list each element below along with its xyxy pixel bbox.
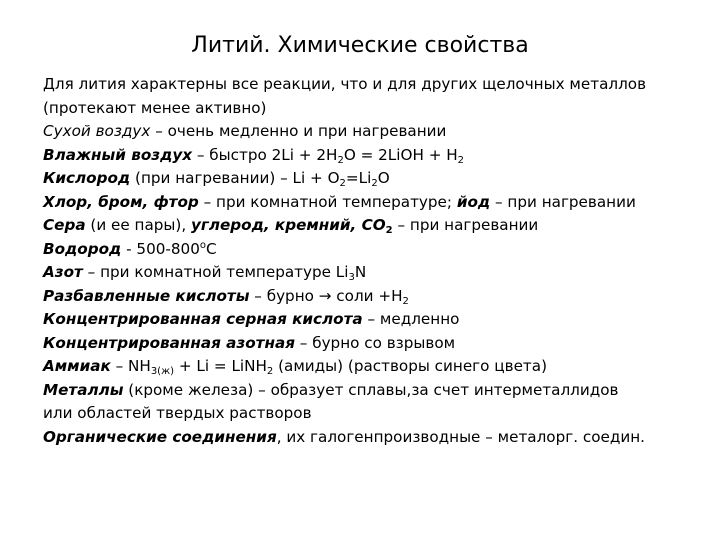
- text-oxygen: (при нагревании) – Li + O: [130, 169, 340, 187]
- text-ammonia-2: + Li = LiNH: [174, 357, 267, 375]
- text-hydrogen-2: C: [206, 239, 217, 258]
- row-conc-sulfuric: [43, 308, 693, 332]
- text-halogens: – при комнатной температуре;: [198, 192, 457, 211]
- row-conc-nitric: [43, 332, 693, 356]
- row-halogens: [43, 191, 693, 215]
- term-ammonia: Аммиак: [43, 357, 111, 375]
- intro-line-2: (протекают менее активно): [43, 98, 267, 117]
- slide-content: [43, 73, 693, 449]
- text-ammonia-3: (амиды) (растворы синего цвета): [273, 357, 547, 375]
- text-dry-air: – очень медленно и при нагревании: [150, 122, 447, 140]
- sub-dilute-acids: 2: [402, 295, 409, 307]
- term-moist-air: Влажный воздух: [43, 145, 193, 164]
- row-sulfur: [43, 214, 693, 238]
- text-moist-air: – быстро 2Li + 2H: [192, 145, 338, 164]
- term-organic: Органические соединения: [43, 427, 277, 446]
- term-conc-sulfuric: Концентрированная серная кислота: [43, 310, 363, 328]
- text-sulfur: (и ее пары),: [85, 216, 191, 234]
- sub-moist-2: 2: [457, 154, 465, 166]
- text-oxygen-3: O: [377, 169, 390, 187]
- row-dry-air: [43, 120, 693, 144]
- sub-nitrogen: 3: [348, 272, 355, 283]
- sub-oxygen-1: 2: [339, 178, 346, 189]
- row-moist-air: [43, 144, 693, 168]
- term-dry-air: Сухой воздух: [43, 122, 151, 140]
- text-metals: (кроме железа) – образует сплавы,за счет интерметаллидов: [123, 380, 619, 399]
- sub-oxygen-2: 2: [371, 178, 378, 189]
- row-dilute-acids: [43, 285, 693, 309]
- term-carbon: углерод, кремний, CO: [191, 216, 386, 234]
- term-nitrogen: Азот: [43, 263, 83, 281]
- term-oxygen: Кислород: [43, 169, 131, 187]
- text-dilute-acids: – бурно → соли +H: [249, 286, 403, 305]
- text-sulfur-2: – при нагревании: [392, 216, 539, 234]
- row-nitrogen: [43, 261, 693, 285]
- sub-ammonia-2: 2: [266, 366, 274, 377]
- text-oxygen-2: =Li: [345, 169, 372, 187]
- term-halogens: Хлор, бром, фтор: [43, 192, 199, 211]
- intro-line-1: Для лития характерны все реакции, что и для других щелочных металлов: [43, 75, 647, 93]
- sub-co2: 2: [385, 225, 393, 236]
- text-iodine: – при нагревании: [490, 192, 636, 211]
- term-conc-nitric: Концентрированная азотная: [43, 333, 295, 352]
- term-iodine: йод: [456, 192, 491, 211]
- text-conc-sulfuric: – медленно: [362, 310, 460, 328]
- term-dilute-acids: Разбавленные кислоты: [43, 286, 250, 305]
- text-conc-nitric: – бурно со взрывом: [294, 333, 456, 352]
- sub-moist-1: 2: [337, 154, 344, 166]
- text-nitrogen: – при комнатной температуре Li: [82, 263, 349, 281]
- row-ammonia: [43, 355, 693, 379]
- row-metals-cont: или областей твердых растворов: [43, 404, 312, 422]
- term-hydrogen: Водород: [43, 239, 122, 258]
- text-nitrogen-2: N: [354, 263, 367, 281]
- text-moist-2: O = 2LiOH + H: [343, 145, 458, 164]
- text-organic: , их галогенпроизводные – металорг. соедин.: [276, 427, 645, 446]
- term-metals: Металлы: [43, 380, 124, 399]
- row-hydrogen: [43, 238, 693, 262]
- row-oxygen: [43, 167, 693, 191]
- row-metals: [43, 379, 693, 403]
- term-sulfur: Сера: [43, 216, 86, 234]
- sup-degree: o: [199, 239, 206, 251]
- text-ammonia: – NH: [110, 357, 151, 375]
- text-hydrogen: - 500-800: [121, 239, 200, 258]
- sub-ammonia-1: 3(ж): [150, 366, 174, 377]
- slide-title: Литий. Химические свойства: [191, 33, 529, 58]
- row-organic: [43, 426, 693, 450]
